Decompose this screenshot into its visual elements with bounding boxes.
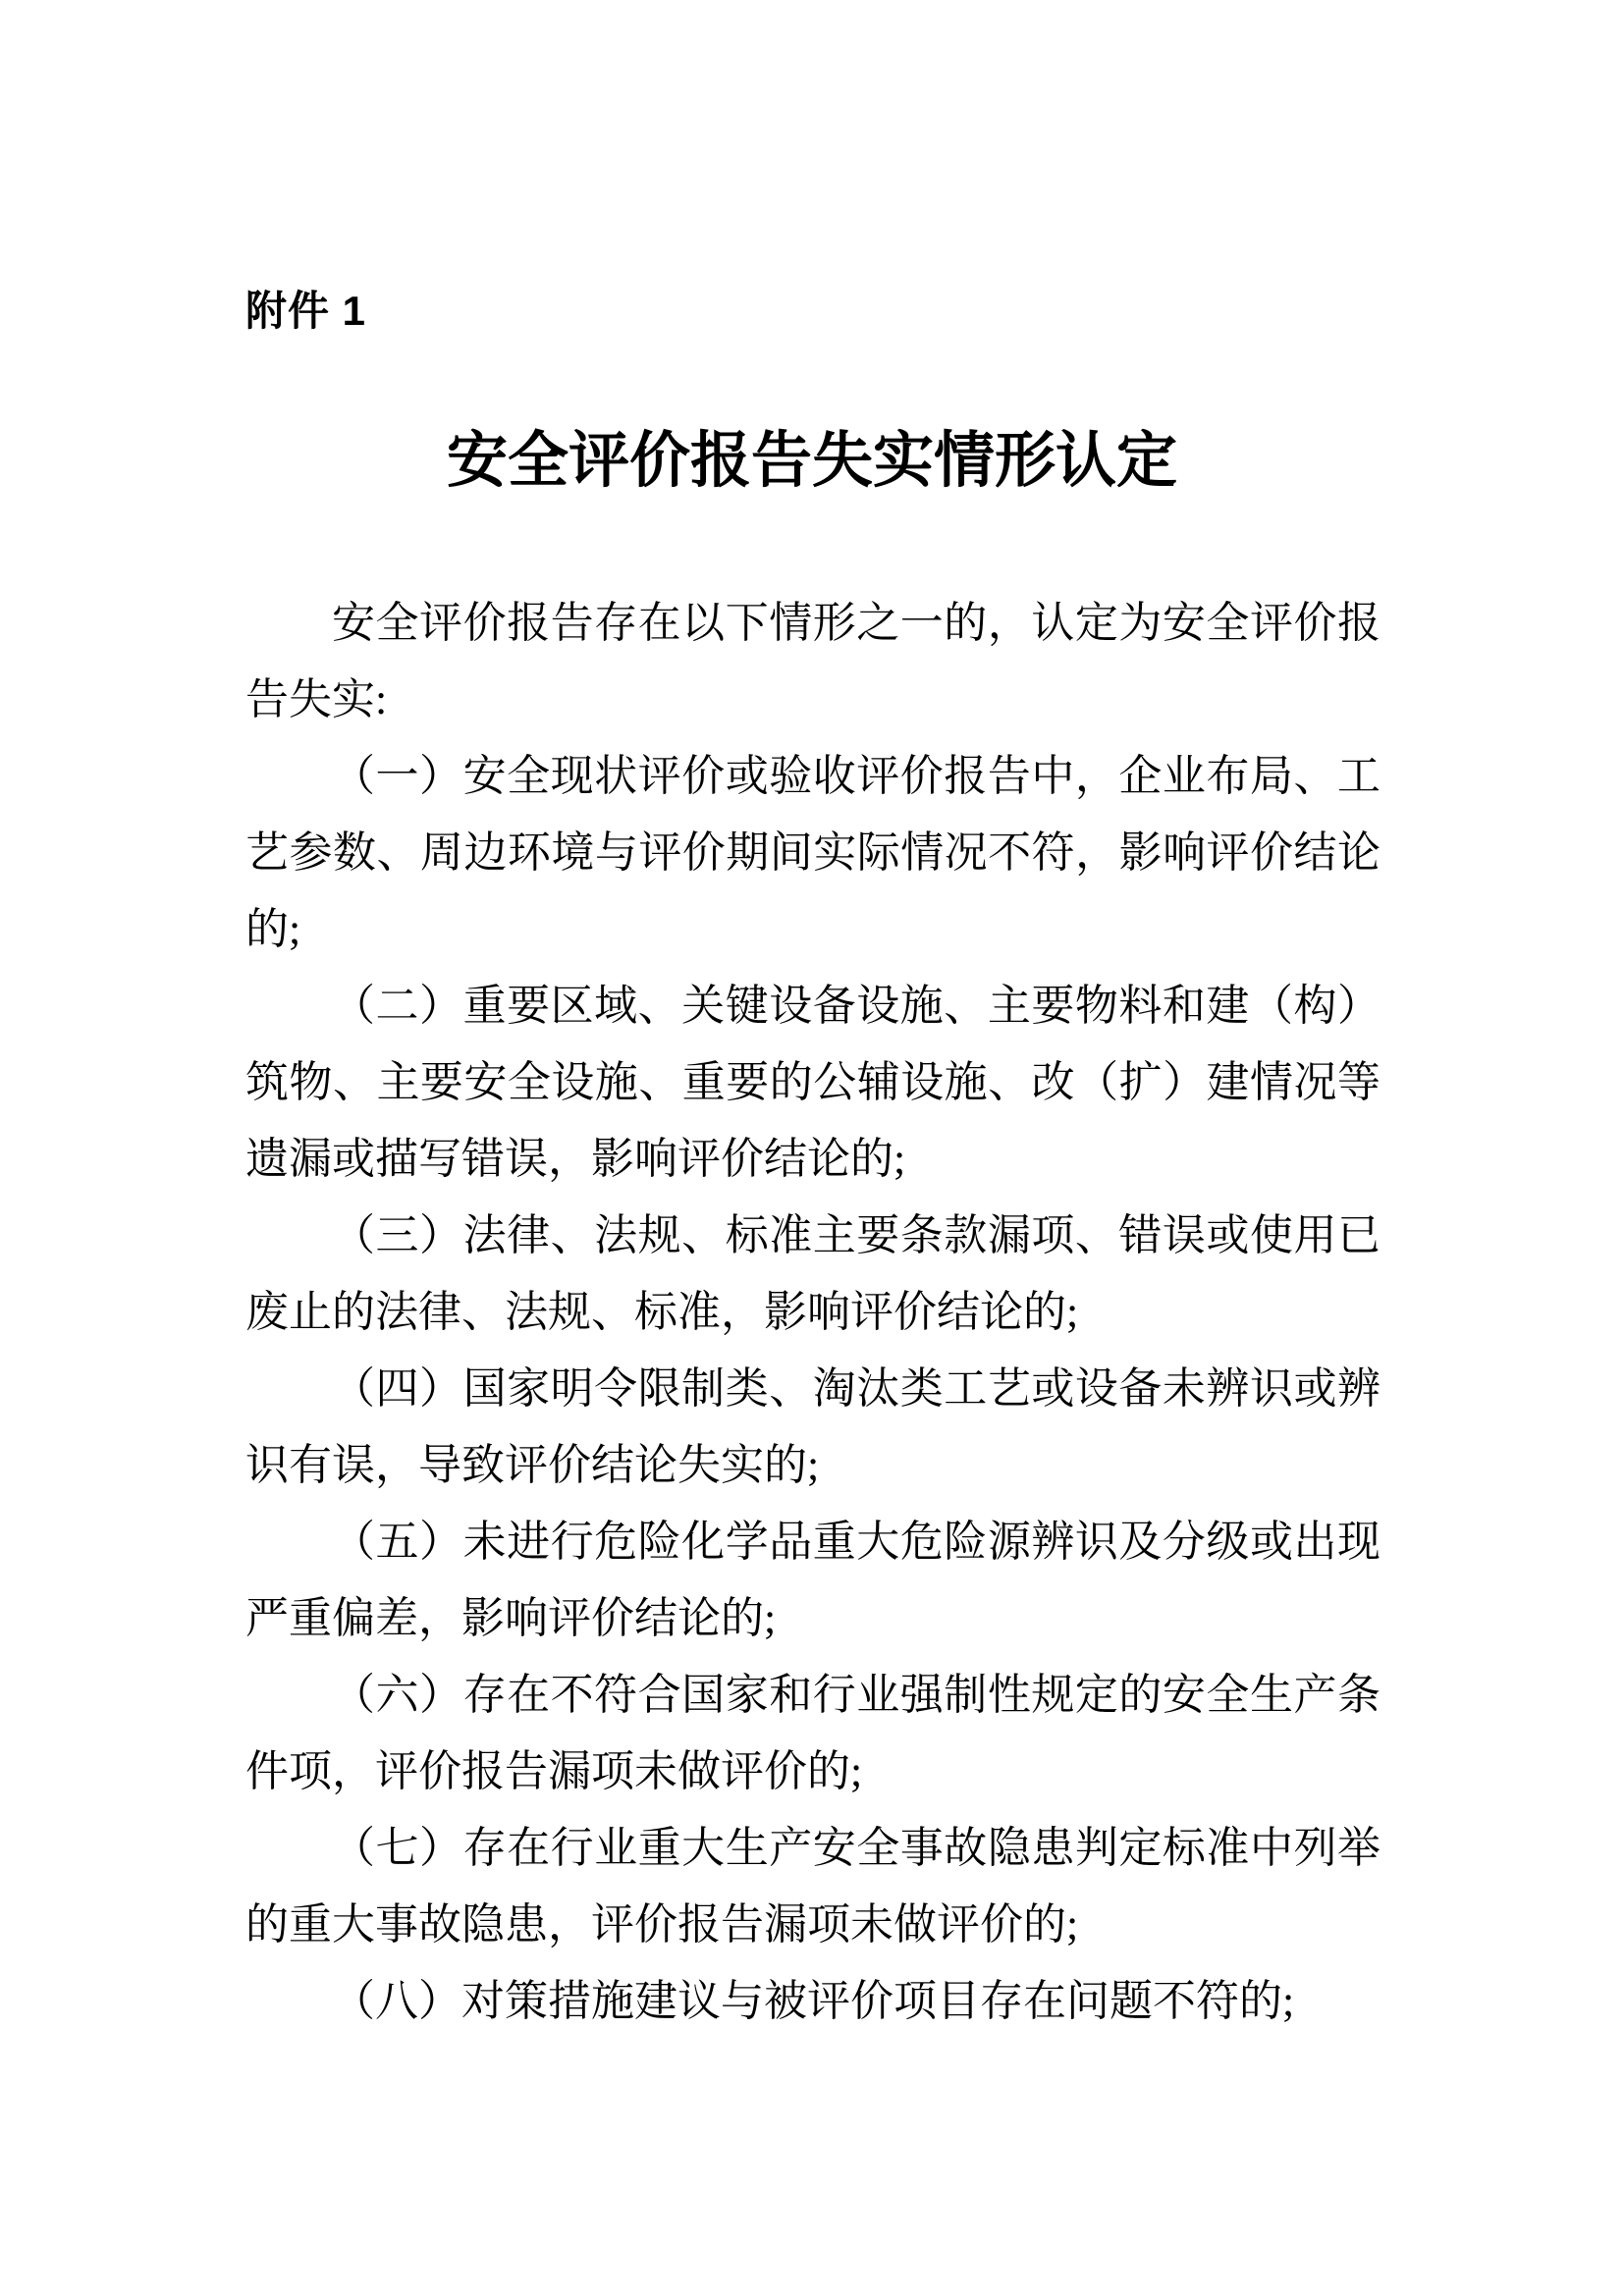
body-paragraph-item-1: （一）安全现状评价或验收评价报告中，企业布局、工艺参数、周边环境与评价期间实际情况不符，影响评价结论的; (245, 752, 1380, 953)
body-paragraph-item-6: （六）存在不符合国家和行业强制性规定的安全生产条件项，评价报告漏项未做评价的; (245, 1671, 1380, 1795)
attachment-label: 附件 1 (245, 288, 367, 334)
body-paragraph-item-4: （四）国家明令限制类、淘汰类工艺或设备未辨识或辨识有误，导致评价结论失实的; (245, 1364, 1380, 1489)
body-paragraph-item-3: （三）法律、法规、标准主要条款漏项、错误或使用已废止的法律、法规、标准，影响评价结论的; (245, 1211, 1380, 1336)
body-paragraph-intro: 安全评价报告存在以下情形之一的，认定为安全评价报告失实: (245, 599, 1380, 723)
document-title: 安全评价报告失实情形认定 (446, 428, 1177, 495)
body-paragraph-item-8: （八）对策措施建议与被评价项目存在问题不符的; (332, 1977, 1295, 2025)
body-paragraph-item-5: （五）未进行危险化学品重大危险源辨识及分级或出现严重偏差，影响评价结论的; (245, 1518, 1380, 1642)
document-body (245, 585, 1380, 2040)
body-paragraph-item-7: （七）存在行业重大生产安全事故隐患判定标准中列举的重大事故隐患，评价报告漏项未做评价的; (245, 1824, 1380, 1949)
body-paragraph-item-2: （二）重要区域、关键设备设施、主要物料和建（构）筑物、主要安全设施、重要的公辅设施、改（扩）建情况等遗漏或描写错误，影响评价结论的; (245, 982, 1380, 1183)
